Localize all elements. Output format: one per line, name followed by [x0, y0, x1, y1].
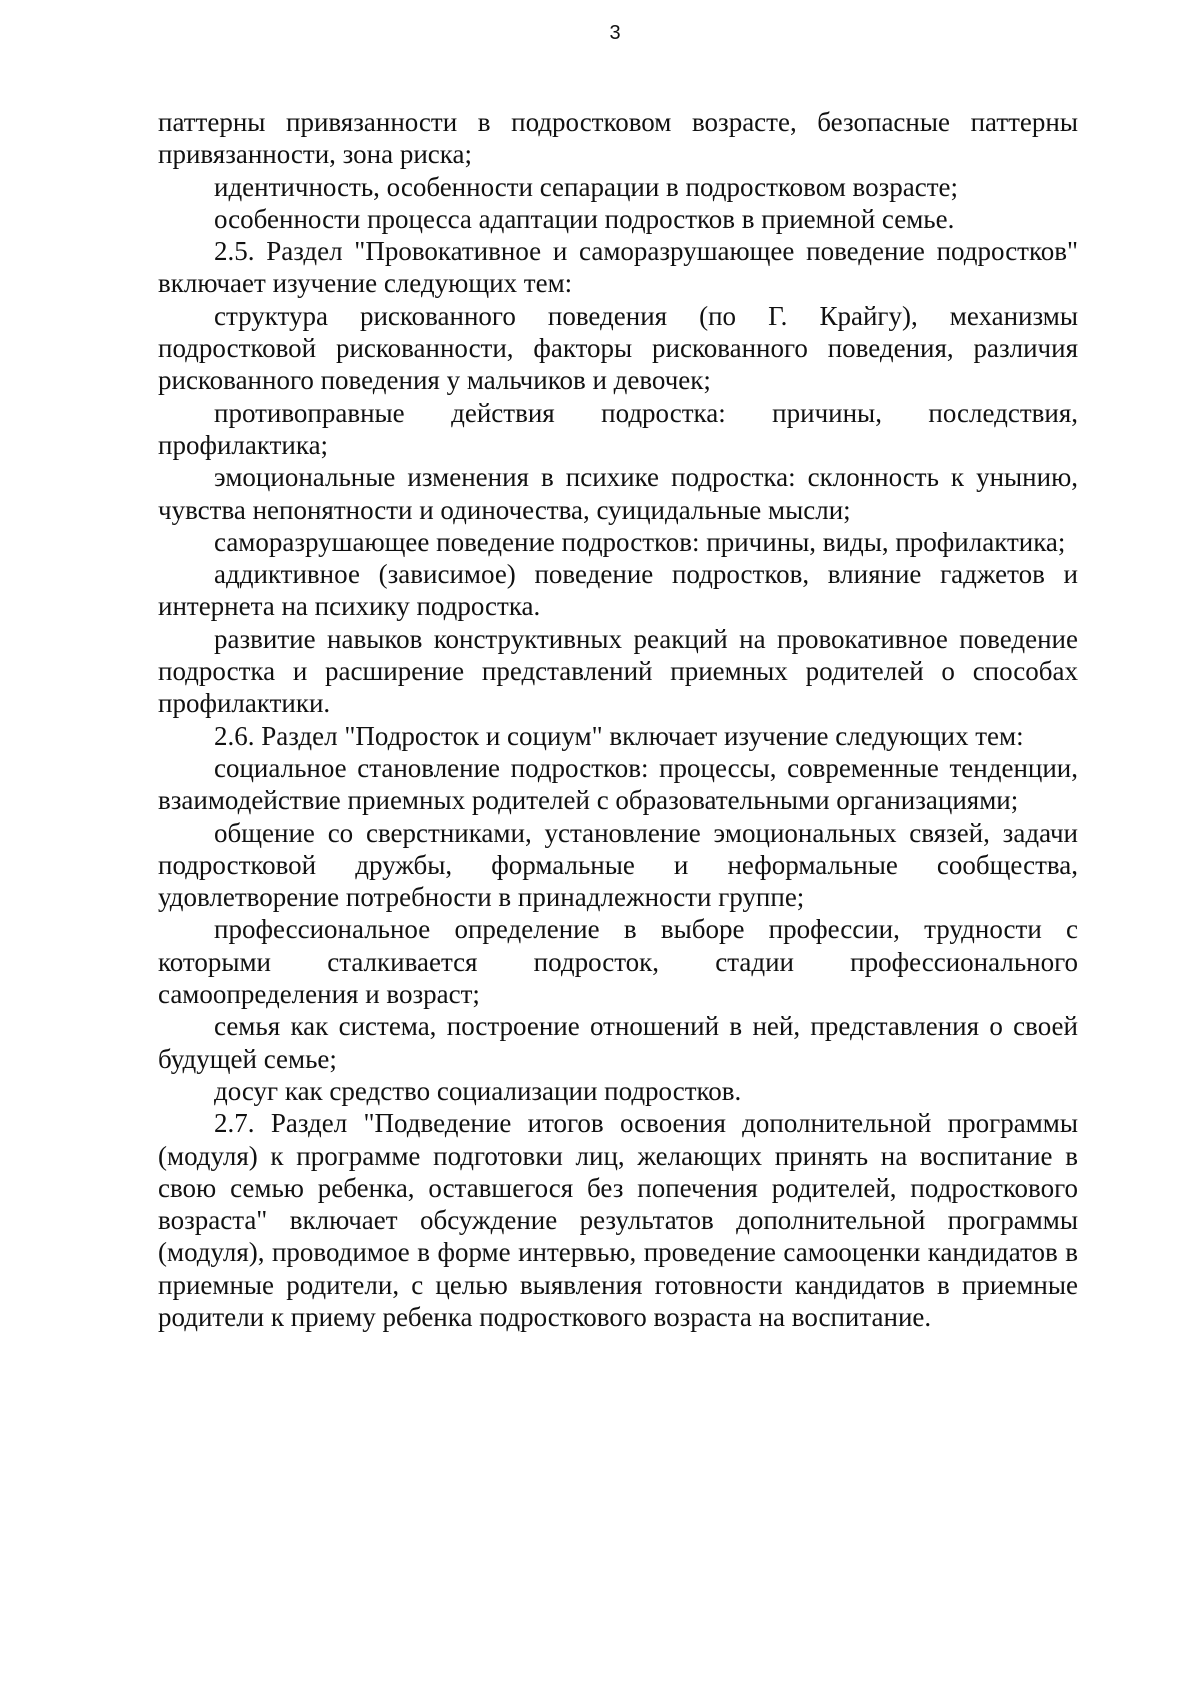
document-body — [158, 106, 1078, 1333]
paragraph-professional-choice: профессиональное определение в выборе профессии, трудности с которыми сталкивается подросток, стадии профессионального самоопределения и возраст; — [158, 914, 1078, 1010]
paragraph-identity-separation: идентичность, особенности сепарации в подростковом возрасте; — [214, 171, 959, 202]
paragraph-adaptation: особенности процесса адаптации подростков в приемной семье. — [214, 203, 955, 234]
paragraph-leisure: досуг как средство социализации подростков. — [214, 1075, 742, 1106]
paragraph-social-development: социальное становление подростков: процессы, современные тенденции, взаимодействие приемных родителей с образовательными организациями; — [158, 752, 1078, 816]
paragraph-addictive-behavior: аддиктивное (зависимое) поведение подростков, влияние гаджетов и интернета на психику подростка. — [158, 559, 1078, 622]
section-heading-2-5: 2.5. Раздел "Провокативное и саморазрушающее поведение подростков" включает изучение следующих тем: — [158, 236, 1078, 299]
paragraph-constructive-reactions: развитие навыков конструктивных реакций на провокативное поведение подростка и расширение представлений приемных родителей о способах профилактики. — [158, 623, 1078, 719]
paragraph-peer-communication: общение со сверстниками, установление эмоциональных связей, задачи подростковой дружбы, формальные и неформальные сообщества, удовлетворение потребности в принадлежности группе; — [158, 817, 1078, 913]
paragraph-unlawful-actions: противоправные действия подростка: причины, последствия, профилактика; — [158, 397, 1078, 460]
section-heading-2-7: 2.7. Раздел "Подведение итогов освоения дополнительной программы (модуля) к программе подготовки лиц, желающих принять на воспитание в свою семью ребенка, оставшегося без попечения родителей, подросткового возраста" включает обсуждение результатов дополнительной программы (модуля), проводимое в форме интервью, проведение самооценки кандидатов в приемные родители, с целью выявления готовности кандидатов в приемные родители к приему ребенка подросткового возраста на воспитание. — [158, 1108, 1078, 1332]
section-heading-2-6: 2.6. Раздел "Подросток и социум" включает изучение следующих тем: — [214, 720, 1024, 751]
paragraph-emotional-changes: эмоциональные изменения в психике подростка: склонность к унынию, чувства непонятности и одиночества, суицидальные мысли; — [158, 462, 1078, 525]
page-number: 3 — [609, 22, 621, 44]
paragraph-family-system: семья как система, построение отношений в ней, представления о своей будущей семье; — [158, 1011, 1078, 1074]
paragraph-risk-behavior-structure: структура рискованного поведения (по Г. Крайгу), механизмы подростковой рискованности, факторы рискованного поведения, различия рискованного поведения у мальчиков и девочек; — [158, 300, 1078, 396]
paragraph-self-destructive-behavior: саморазрушающее поведение подростков: причины, виды, профилактика; — [214, 526, 1066, 557]
paragraph-attachment-patterns: паттерны привязанности в подростковом возрасте, безопасные паттерны привязанности, зона риска; — [158, 107, 1078, 170]
